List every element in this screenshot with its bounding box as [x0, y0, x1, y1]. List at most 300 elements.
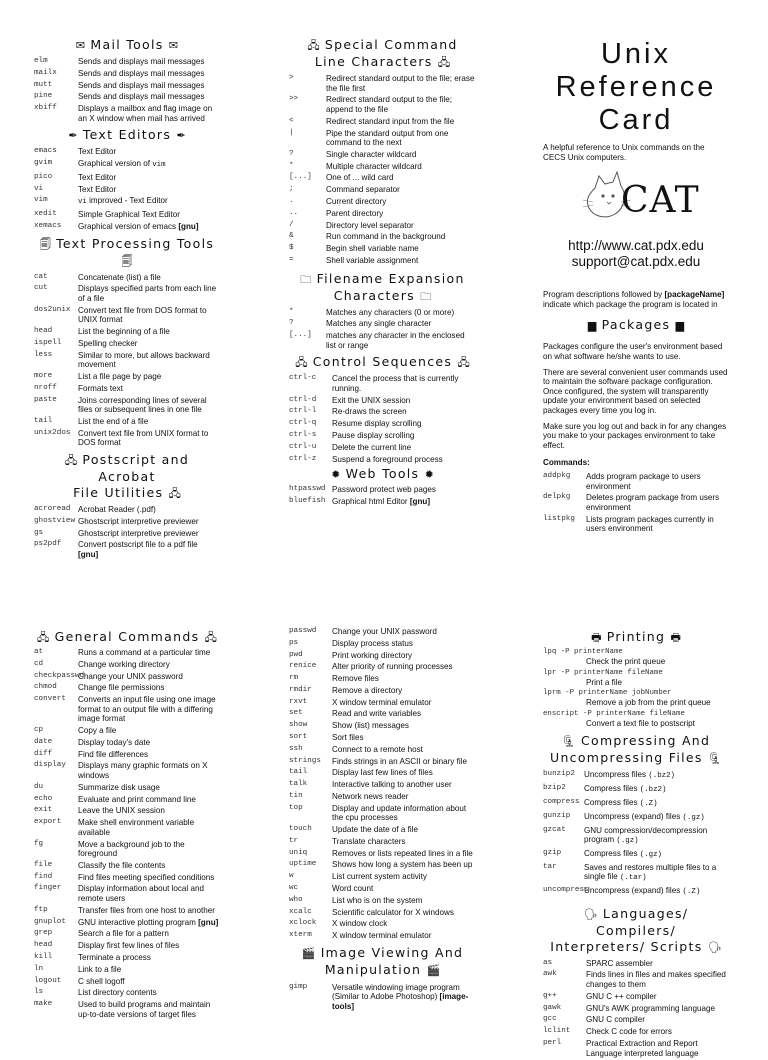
command-name: $	[289, 244, 294, 253]
command-description	[326, 331, 476, 350]
command-name: finger	[34, 884, 62, 893]
description-text: Classify the file contents	[78, 860, 166, 870]
command-name: file	[34, 860, 53, 869]
command-name: xedit	[34, 210, 57, 219]
command-name: uncompress	[543, 886, 589, 895]
command-description	[78, 683, 220, 693]
column-2-bottom	[289, 627, 476, 1014]
command-name: tail	[289, 768, 308, 777]
command-name: ctrl-q	[289, 419, 317, 428]
section-title: Postscript and Acrobat	[82, 451, 190, 484]
description-text: Begin shell variable name	[326, 244, 419, 254]
command-name: xcalc	[289, 907, 312, 916]
command-name: nroff	[34, 383, 57, 392]
command-description	[332, 792, 476, 802]
command-entry	[34, 284, 220, 303]
commands-label: Commands:	[543, 458, 590, 468]
description-text: Copy a file	[78, 726, 117, 736]
command-entry	[289, 407, 476, 417]
contact	[543, 238, 729, 270]
command-name: rm	[289, 674, 299, 683]
command-entry	[543, 812, 729, 824]
description-text: Re-draws the screen	[332, 407, 407, 417]
description-text: Ghostscript interpretive previewer	[78, 528, 199, 538]
command-entry	[34, 806, 220, 816]
command-name: lprm -P printerName jobNumber	[543, 689, 672, 698]
imageview-list	[289, 983, 476, 1012]
command-description	[332, 825, 476, 835]
command-name: gcc	[543, 1015, 557, 1024]
speaker-icon: 🗣	[707, 940, 722, 954]
general2-list	[289, 627, 476, 941]
command-name: paste	[34, 395, 57, 404]
compress-list	[543, 770, 729, 897]
command-entry	[289, 768, 476, 778]
command-name: rxvt	[289, 697, 308, 706]
command-name: checkpasswd	[34, 671, 85, 680]
command-description	[332, 639, 476, 649]
languages-list	[543, 959, 729, 1058]
section-languages	[543, 906, 729, 956]
command-entry	[543, 515, 729, 534]
description-text: List directory contents	[78, 988, 157, 998]
command-name: at	[34, 648, 44, 656]
command-name: grep	[34, 929, 53, 938]
command-name: gawk	[543, 1003, 562, 1012]
command-entry	[289, 884, 476, 894]
description-text: X window terminal emulator	[332, 697, 432, 707]
command-name: gs	[34, 528, 44, 537]
section-special	[289, 37, 476, 71]
section-title: Filename Expansion	[316, 270, 465, 286]
network-icon: 🖧	[457, 356, 470, 370]
command-entry	[34, 159, 220, 171]
command-entry	[34, 941, 220, 951]
command-name: ftp	[34, 905, 48, 914]
command-entry	[543, 798, 729, 810]
command-entry	[543, 826, 729, 847]
description-text: Concatenate (list) a file	[78, 272, 161, 282]
description-text: Command separator	[326, 185, 400, 195]
description-text: Sends and displays mail messages	[78, 92, 205, 102]
command-name: cp	[34, 726, 44, 735]
star-icon: ✹	[331, 468, 341, 482]
inline-code: (.tar)	[620, 874, 647, 883]
command-entry	[543, 472, 729, 491]
command-name: tail	[34, 417, 53, 425]
command-entry	[289, 721, 476, 731]
command-description	[584, 863, 729, 884]
command-name: ghostview	[34, 516, 76, 525]
printer-icon: 🖶	[591, 631, 602, 644]
section-title: Packages	[601, 317, 671, 333]
description-text: Compress files	[584, 784, 640, 794]
command-description	[78, 159, 220, 171]
cat-logo	[543, 168, 729, 232]
network-icon: 🖧	[64, 453, 78, 467]
section-mail	[34, 37, 220, 54]
command-entry	[34, 384, 220, 394]
command-description	[586, 493, 729, 512]
section-general	[34, 629, 220, 646]
command-entry	[34, 396, 220, 415]
command-name: xclock	[289, 919, 317, 928]
command-name: ;	[289, 185, 294, 194]
command-entry	[34, 861, 220, 871]
command-name: date	[34, 737, 53, 746]
description-text: Cancel the process that is currently running.	[332, 374, 459, 393]
command-name: addpkg	[543, 471, 571, 480]
compress-icon: 🗜	[561, 735, 576, 749]
command-name: talk	[289, 780, 308, 789]
card-title	[543, 38, 729, 137]
command-description	[584, 812, 729, 824]
description-text: Change file permissions	[78, 683, 165, 693]
command-description: Convert a text file to postscript	[586, 718, 695, 728]
description-text: Lists program packages currently in users environment	[586, 514, 714, 534]
command-name: strings	[289, 756, 321, 765]
title-line: Card	[598, 104, 674, 136]
description-text: Print working directory	[332, 650, 413, 660]
command-entry	[34, 57, 220, 67]
command-entry	[289, 497, 476, 507]
section-text-processing	[34, 236, 220, 270]
description-text: Uncompress (expand) files	[584, 886, 683, 896]
command-entry	[289, 860, 476, 870]
command-description	[332, 860, 476, 870]
command-description	[584, 826, 729, 847]
command-entry	[289, 129, 476, 148]
support-email[interactable]: support@cat.pdx.edu	[571, 254, 701, 270]
description-text: Single character wildcard	[326, 149, 417, 159]
command-description	[78, 210, 220, 220]
speaker-icon: 🗣	[583, 907, 598, 921]
command-name: export	[34, 818, 62, 827]
inline-code: (.Z)	[639, 799, 658, 808]
command-entry	[34, 185, 220, 195]
command-description	[332, 686, 476, 696]
command-entry	[289, 117, 476, 127]
description-text: Spelling checker	[78, 338, 138, 348]
command-entry	[289, 173, 476, 183]
command-name: logout	[34, 976, 62, 985]
command-name: pwd	[289, 650, 303, 659]
inline-code: (.bz2)	[648, 772, 675, 781]
clapper-icon: 🎬	[426, 963, 441, 977]
command-description	[326, 308, 476, 318]
command-description	[332, 396, 476, 406]
command-name: gnuplot	[34, 917, 66, 926]
command-entry	[34, 783, 220, 793]
compress-icon: 🗜	[708, 752, 722, 766]
command-entry	[34, 965, 220, 975]
command-description	[78, 795, 220, 805]
command-description	[332, 908, 476, 918]
command-entry	[289, 686, 476, 696]
command-description	[586, 1039, 729, 1058]
description-text: Graphical version of emacs	[78, 222, 179, 231]
section-editors	[34, 127, 220, 144]
command-description	[332, 443, 476, 453]
command-entry	[543, 1027, 729, 1037]
command-description	[584, 798, 729, 810]
description-text: Sends and displays mail messages	[78, 80, 205, 90]
command-description	[78, 57, 220, 67]
description-text: Update the date of a file	[332, 825, 418, 835]
description-text: Display today's date	[78, 737, 151, 747]
command-entry	[543, 959, 729, 969]
command-description: Remove a job from the print queue	[586, 698, 711, 708]
command-name: uniq	[289, 848, 308, 857]
command-entry	[34, 147, 220, 157]
command-description	[78, 222, 220, 232]
command-name: mailx	[34, 68, 57, 77]
command-name: renice	[289, 662, 317, 671]
command-name: ssh	[289, 744, 303, 753]
description-text: List current system activity	[332, 872, 427, 882]
description-text: Multiple character wildcard	[326, 161, 422, 171]
command-name: >	[289, 74, 294, 82]
print-entry	[543, 648, 729, 667]
gift-icon: ▆	[587, 319, 597, 333]
description-text: X window terminal emulator	[332, 931, 432, 941]
command-name: compress	[543, 797, 580, 806]
description-text: Finds lines in files and makes specified changes to them	[586, 970, 726, 989]
section-title: General Commands	[54, 629, 200, 644]
command-name: head	[34, 941, 53, 950]
description-text: Current directory	[326, 197, 387, 207]
description-text: Sort files	[332, 733, 364, 743]
command-name: exit	[34, 806, 53, 815]
folder-icon: 🗀	[300, 272, 312, 286]
command-description	[332, 374, 476, 393]
description-text: Acrobat Reader (.pdf)	[78, 504, 156, 514]
command-entry	[289, 745, 476, 755]
command-description	[78, 818, 220, 837]
description-text: Displays a mailbox and flag image on an X window when mail has arrived	[78, 104, 213, 123]
command-description	[332, 662, 476, 672]
command-entry	[34, 648, 220, 658]
command-entry	[289, 232, 476, 242]
command-entry	[289, 419, 476, 429]
command-entry	[289, 662, 476, 672]
description-text: Redirect standard input from the file	[326, 116, 455, 126]
inline-code: (.gz)	[616, 837, 639, 846]
textproc-list	[34, 273, 220, 448]
command-name: ctrl-z	[289, 454, 317, 463]
command-entry	[543, 784, 729, 796]
section-title: Mail Tools	[90, 37, 164, 52]
description-text: X window clock	[332, 919, 388, 929]
description-text: Compress files	[584, 848, 640, 858]
command-name: g++	[543, 991, 557, 1000]
command-description	[78, 396, 220, 415]
command-name: xterm	[289, 931, 312, 940]
star-icon: ✹	[424, 468, 434, 482]
section-title: Manipulation	[324, 961, 422, 977]
command-name: tr	[289, 836, 299, 845]
gift-icon: ▆	[675, 319, 685, 333]
description-text: Shell variable assignment	[326, 255, 419, 265]
command-entry	[34, 726, 220, 736]
description-text: Text Editor	[78, 172, 117, 182]
command-entry	[543, 992, 729, 1002]
command-description	[326, 221, 476, 231]
package-note	[543, 290, 729, 309]
description-text: Similar to more, but allows backward movement	[78, 350, 210, 370]
section-title: Control Sequences	[312, 354, 453, 370]
command-description	[78, 196, 220, 208]
command-entry	[289, 837, 476, 847]
command-entry	[34, 977, 220, 987]
envelope-icon: ✉	[168, 39, 179, 52]
description-text: Redirect standard output to the file; erase the file first	[326, 74, 475, 93]
column-3-bottom	[543, 629, 729, 1060]
command-name: convert	[34, 695, 66, 704]
command-name: show	[289, 721, 308, 730]
section-image-viewing	[289, 945, 476, 979]
description-text: Leave the UNIX session	[78, 806, 165, 816]
command-entry	[289, 698, 476, 708]
description-text: Ghostscript interpretive previewer	[78, 516, 199, 526]
command-name: .	[289, 197, 294, 206]
command-name: <	[289, 116, 294, 125]
command-entry	[289, 709, 476, 719]
command-entry	[289, 825, 476, 835]
command-entry	[34, 953, 220, 963]
description-text: matches any character in the enclosed list or range	[326, 331, 465, 350]
command-name: *	[289, 307, 294, 316]
description-text: Display process status	[332, 638, 413, 648]
description-text: Find file differences	[78, 749, 149, 759]
section-title: Text Editors	[82, 127, 172, 143]
command-description	[332, 721, 476, 731]
command-description	[78, 517, 220, 527]
command-description	[332, 431, 476, 441]
network-icon: 🖧	[307, 39, 320, 52]
command-name: acroread	[34, 504, 71, 513]
command-name: ps	[289, 638, 299, 647]
command-description	[584, 849, 729, 861]
command-description	[586, 1027, 729, 1037]
command-description	[326, 162, 476, 172]
command-name: cat	[34, 272, 48, 281]
command-entry	[289, 396, 476, 406]
command-entry	[34, 529, 220, 539]
command-entry	[34, 196, 220, 208]
command-entry	[34, 327, 220, 337]
description-text: Move a background job to the foreground	[78, 839, 185, 859]
command-description	[78, 185, 220, 195]
command-name: du	[34, 782, 44, 791]
description-text: Uncompress files	[584, 770, 649, 780]
command-description	[78, 505, 220, 515]
command-entry	[34, 672, 220, 682]
description-text: Display and update information about the cpu processes	[332, 803, 467, 823]
command-name: unix2dos	[34, 428, 71, 437]
command-entry	[289, 780, 476, 790]
command-name: find	[34, 872, 53, 881]
mail-list	[34, 57, 220, 123]
command-description	[78, 529, 220, 539]
command-description	[78, 988, 220, 998]
command-entry	[289, 455, 476, 465]
document-icon: 🗐	[39, 237, 51, 251]
description-text: Alter priority of running processes	[332, 662, 453, 672]
website-link[interactable]: http://www.cat.pdx.edu	[568, 238, 704, 254]
command-entry	[289, 443, 476, 453]
command-entry	[34, 104, 220, 123]
command-description	[332, 733, 476, 743]
command-description	[586, 970, 729, 989]
command-name: gzip	[543, 848, 562, 857]
command-name: fg	[34, 839, 44, 848]
section-compress	[543, 733, 729, 767]
command-entry	[34, 695, 220, 724]
pen-icon: ✒	[176, 129, 186, 143]
command-description	[326, 232, 476, 242]
description-text: Practical Extraction and Report Language interpreted language	[586, 1038, 699, 1058]
command-entry	[34, 795, 220, 805]
command-entry	[34, 683, 220, 693]
command-entry	[289, 651, 476, 661]
command-name: =	[289, 255, 294, 264]
section-packages	[543, 317, 729, 334]
command-entry	[34, 210, 220, 220]
description-text: Used to build programs and maintain up-to-date versions of target files	[78, 1000, 211, 1019]
packages-para: Make sure you log out and back in for any changes you make to your packages environment to take effect.	[543, 421, 727, 450]
command-description	[332, 698, 476, 708]
command-name: lclint	[543, 1027, 571, 1036]
command-description	[326, 74, 476, 93]
command-name: &	[289, 232, 294, 241]
description-text: Terminate a process	[78, 952, 151, 962]
printer-icon: 🖶	[670, 631, 681, 644]
command-entry	[34, 173, 220, 183]
command-name: bzip2	[543, 784, 566, 793]
command-name: [...]	[289, 331, 312, 340]
description-text: Change your UNIX password	[78, 671, 183, 681]
command-description	[78, 806, 220, 816]
section-title: Interpreters/ Scripts	[550, 938, 703, 954]
description-text: Compress files	[584, 797, 640, 807]
section-title: Text Processing Tools	[56, 235, 215, 251]
command-name: pine	[34, 92, 53, 101]
command-description	[332, 872, 476, 882]
description-text: Transfer files from one host to another	[78, 905, 215, 915]
command-entry	[289, 733, 476, 743]
command-description	[78, 173, 220, 183]
command-entry	[34, 429, 220, 448]
command-name: dos2unix	[34, 305, 71, 314]
command-description	[78, 69, 220, 79]
command-entry	[289, 331, 476, 350]
network-icon: 🖧	[295, 356, 308, 370]
command-entry	[34, 988, 220, 998]
command-name: gvim	[34, 159, 53, 168]
inline-code: vim	[152, 161, 166, 170]
section-title: Image Viewing And	[320, 944, 464, 960]
command-name: more	[34, 372, 53, 381]
packages-para: There are several convenient user commands used to maintain the software package configuration. Once configured, the system will transparently update your environment based on selected packages every time you log in.	[543, 367, 728, 415]
command-name: pico	[34, 172, 53, 181]
description-text: Redirect standard output to the file; append to the file	[326, 95, 452, 114]
command-entry	[34, 840, 220, 859]
command-name: diff	[34, 749, 53, 758]
command-entry	[543, 1039, 729, 1058]
section-postscript	[34, 452, 220, 502]
command-entry	[289, 308, 476, 318]
